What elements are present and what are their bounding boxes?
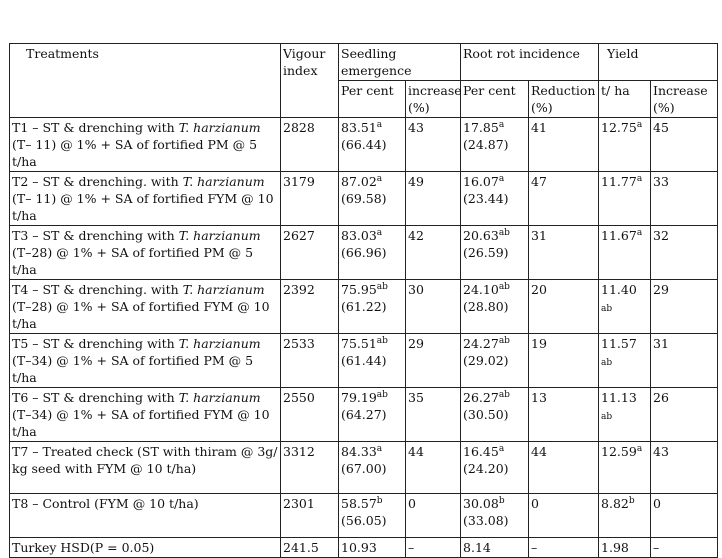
header-vigour-index: Vigour index [281, 44, 339, 118]
emergence-per-cent-cell [339, 118, 406, 172]
rootrot-per-cent-cell [461, 280, 529, 334]
rootrot-reduction-cell: 47 [529, 172, 599, 226]
rootrot-per-cent-cell [461, 172, 529, 226]
treatment-cell [10, 442, 281, 494]
yield-letter: b [628, 496, 635, 506]
vigour-index-cell: 2828 [281, 118, 339, 172]
hsd-row [10, 538, 718, 558]
rootrot-per-cent-cell [461, 494, 529, 538]
treatment-prefix: T7 – Treated check (ST with thiram @ 3g/ kg seed with FYM @ 10 t/ha) [12, 444, 278, 476]
yield-letter: ab [601, 358, 613, 368]
rootrot-transformed: (24.87) [463, 137, 509, 152]
emergence-increase-cell: 29 [406, 334, 461, 388]
hsd-emergence-cell: 10.93 [339, 538, 406, 558]
rootrot-transformed: (29.02) [463, 353, 509, 368]
rootrot-transformed: (26.59) [463, 245, 509, 260]
emergence-per-cent-cell [339, 388, 406, 442]
yield-value: 8.82 [601, 496, 629, 511]
yield-letter: ab [601, 412, 613, 422]
treatment-species: T. harzianum [178, 228, 261, 243]
rootrot-per-cent-cell [461, 118, 529, 172]
subheader-emergence-increase: increase (%) [406, 81, 461, 118]
yield-value: 11.13 [601, 390, 637, 405]
yield-increase-cell: 29 [651, 280, 718, 334]
yield-value: 12.59 [601, 444, 637, 459]
emergence-per-cent-cell [339, 226, 406, 280]
yield-letter: a [636, 174, 643, 184]
rootrot-letter: a [498, 120, 505, 130]
yield-t-ha-cell [599, 226, 651, 280]
yield-value: 12.75 [601, 120, 637, 135]
subheader-rootrot-per-cent: Per cent [461, 81, 529, 118]
yield-letter: a [636, 444, 643, 454]
emergence-increase-cell: 30 [406, 280, 461, 334]
treatment-suffix: (T–28) @ 1% + SA of fortified FYM @ 10 t/ha [12, 299, 270, 331]
yield-letter: a [636, 120, 643, 130]
subheader-yield-t-ha: t/ ha [599, 81, 651, 118]
emergence-letter: b [376, 496, 383, 506]
header-treatments: Treatments [10, 44, 281, 118]
table-row [10, 442, 718, 494]
vigour-index-cell: 2301 [281, 494, 339, 538]
rootrot-reduction-cell: 31 [529, 226, 599, 280]
table-row [10, 226, 718, 280]
rootrot-reduction-cell: 19 [529, 334, 599, 388]
rootrot-transformed: (30.50) [463, 407, 509, 422]
yield-t-ha-cell [599, 280, 651, 334]
emergence-letter: ab [376, 336, 388, 346]
table-row [10, 388, 718, 442]
emergence-value: 83.51 [341, 120, 377, 135]
treatment-species: T. harzianum [178, 390, 261, 405]
emergence-transformed: (56.05) [341, 513, 387, 528]
hsd-emergence-increase-cell: – [406, 538, 461, 558]
hsd-label-cell: Turkey HSD(P = 0.05) [10, 538, 281, 558]
emergence-increase-cell: 35 [406, 388, 461, 442]
rootrot-value: 16.45 [463, 444, 499, 459]
emergence-letter: a [376, 228, 383, 238]
rootrot-per-cent-cell [461, 388, 529, 442]
emergence-transformed: (61.44) [341, 353, 387, 368]
emergence-per-cent-cell [339, 494, 406, 538]
treatment-species: T. harzianum [182, 282, 265, 297]
emergence-value: 75.51 [341, 336, 377, 351]
treatment-cell [10, 280, 281, 334]
emergence-transformed: (67.00) [341, 461, 387, 476]
yield-t-ha-cell [599, 442, 651, 494]
vigour-index-cell: 2627 [281, 226, 339, 280]
rootrot-reduction-cell: 13 [529, 388, 599, 442]
emergence-value: 83.03 [341, 228, 377, 243]
yield-t-ha-cell [599, 334, 651, 388]
treatment-suffix: (T– 11) @ 1% + SA of fortified FYM @ 10 t/ha [12, 191, 274, 223]
treatment-cell [10, 334, 281, 388]
yield-increase-cell: 26 [651, 388, 718, 442]
emergence-letter: a [376, 174, 383, 184]
rootrot-transformed: (23.44) [463, 191, 509, 206]
treatment-prefix: T3 – ST & drenching with [12, 228, 179, 243]
treatment-cell [10, 226, 281, 280]
treatment-suffix: (T–34) @ 1% + SA of fortified PM @ 5 t/ha [12, 353, 254, 385]
rootrot-letter: ab [498, 390, 510, 400]
table-row [10, 494, 718, 538]
emergence-increase-cell: 44 [406, 442, 461, 494]
header-row-1 [10, 44, 718, 81]
rootrot-value: 26.27 [463, 390, 499, 405]
header-seedling-emergence: Seedling emergence [339, 44, 461, 81]
rootrot-letter: b [498, 496, 505, 506]
treatment-cell [10, 388, 281, 442]
emergence-letter: a [376, 444, 383, 454]
treatment-cell [10, 118, 281, 172]
yield-increase-cell: 43 [651, 442, 718, 494]
treatment-prefix: T1 – ST & drenching with [12, 120, 179, 135]
emergence-letter: ab [376, 282, 388, 292]
rootrot-letter: a [498, 444, 505, 454]
emergence-letter: a [376, 120, 383, 130]
emergence-increase-cell: 0 [406, 494, 461, 538]
yield-t-ha-cell [599, 494, 651, 538]
hsd-yield-cell: 1.98 [599, 538, 651, 558]
hsd-yield-increase-cell: – [651, 538, 718, 558]
vigour-index-cell: 2392 [281, 280, 339, 334]
treatment-cell [10, 494, 281, 538]
yield-value: 11.77 [601, 174, 637, 189]
rootrot-transformed: (28.80) [463, 299, 509, 314]
yield-t-ha-cell [599, 172, 651, 226]
treatment-suffix: (T–34) @ 1% + SA of fortified FYM @ 10 t/ha [12, 407, 270, 439]
hsd-rootrot-cell: 8.14 [461, 538, 529, 558]
emergence-value: 87.02 [341, 174, 377, 189]
yield-t-ha-cell [599, 388, 651, 442]
emergence-transformed: (66.44) [341, 137, 387, 152]
rootrot-value: 24.10 [463, 282, 499, 297]
treatment-suffix: (T–28) @ 1% + SA of fortified PM @ 5 t/ha [12, 245, 254, 277]
emergence-transformed: (66.96) [341, 245, 387, 260]
hsd-rootrot-reduction-cell: – [529, 538, 599, 558]
emergence-transformed: (69.58) [341, 191, 387, 206]
emergence-per-cent-cell [339, 442, 406, 494]
rootrot-value: 24.27 [463, 336, 499, 351]
yield-value: 11.67 [601, 228, 637, 243]
yield-increase-cell: 45 [651, 118, 718, 172]
emergence-increase-cell: 43 [406, 118, 461, 172]
rootrot-value: 16.07 [463, 174, 499, 189]
subheader-rootrot-reduction: Reduction (%) [529, 81, 599, 118]
emergence-transformed: (61.22) [341, 299, 387, 314]
subheader-emergence-per-cent: Per cent [339, 81, 406, 118]
yield-increase-cell: 32 [651, 226, 718, 280]
treatment-prefix: T5 – ST & drenching with [12, 336, 179, 351]
rootrot-reduction-cell: 41 [529, 118, 599, 172]
vigour-index-cell: 3312 [281, 442, 339, 494]
rootrot-value: 20.63 [463, 228, 499, 243]
treatment-prefix: T2 – ST & drenching. with [12, 174, 183, 189]
treatment-prefix: T6 – ST & drenching with [12, 390, 179, 405]
rootrot-transformed: (24.20) [463, 461, 509, 476]
rootrot-per-cent-cell [461, 334, 529, 388]
rootrot-letter: ab [498, 282, 510, 292]
rootrot-per-cent-cell [461, 442, 529, 494]
table-row [10, 118, 718, 172]
rootrot-per-cent-cell [461, 226, 529, 280]
yield-increase-cell: 0 [651, 494, 718, 538]
treatment-prefix: T4 – ST & drenching. with [12, 282, 183, 297]
rootrot-value: 30.08 [463, 496, 499, 511]
rootrot-reduction-cell: 0 [529, 494, 599, 538]
yield-value: 11.40 [601, 282, 637, 297]
vigour-index-cell: 2550 [281, 388, 339, 442]
table-row [10, 334, 718, 388]
treatment-prefix: T8 – Control (FYM @ 10 t/ha) [12, 496, 199, 511]
vigour-index-cell: 3179 [281, 172, 339, 226]
subheader-yield-increase: Increase (%) [651, 81, 718, 118]
yield-t-ha-cell [599, 118, 651, 172]
table-row [10, 172, 718, 226]
header-root-rot-incidence: Root rot incidence [461, 44, 599, 81]
emergence-value: 84.33 [341, 444, 377, 459]
emergence-increase-cell: 42 [406, 226, 461, 280]
table-row [10, 280, 718, 334]
yield-increase-cell: 33 [651, 172, 718, 226]
rootrot-letter: ab [498, 228, 510, 238]
yield-letter: ab [601, 304, 613, 314]
rootrot-letter: ab [498, 336, 510, 346]
rootrot-reduction-cell: 44 [529, 442, 599, 494]
vigour-index-cell: 2533 [281, 334, 339, 388]
emergence-value: 58.57 [341, 496, 377, 511]
rootrot-letter: a [498, 174, 505, 184]
emergence-increase-cell: 49 [406, 172, 461, 226]
rootrot-transformed: (33.08) [463, 513, 509, 528]
header-yield: Yield [599, 44, 718, 81]
hsd-vigour-cell: 241.5 [281, 538, 339, 558]
treatment-species: T. harzianum [178, 336, 261, 351]
yield-value: 11.57 [601, 336, 637, 351]
emergence-per-cent-cell [339, 280, 406, 334]
treatment-species: T. harzianum [178, 120, 261, 135]
emergence-transformed: (64.27) [341, 407, 387, 422]
treatment-species: T. harzianum [182, 174, 265, 189]
emergence-value: 75.95 [341, 282, 377, 297]
treatment-cell [10, 172, 281, 226]
rootrot-reduction-cell: 20 [529, 280, 599, 334]
yield-letter: a [636, 228, 643, 238]
treatment-suffix: (T– 11) @ 1% + SA of fortified PM @ 5 t/ha [12, 137, 258, 169]
emergence-letter: ab [376, 390, 388, 400]
results-table [9, 43, 718, 558]
rootrot-value: 17.85 [463, 120, 499, 135]
emergence-per-cent-cell [339, 334, 406, 388]
emergence-per-cent-cell [339, 172, 406, 226]
yield-increase-cell: 31 [651, 334, 718, 388]
emergence-value: 79.19 [341, 390, 377, 405]
